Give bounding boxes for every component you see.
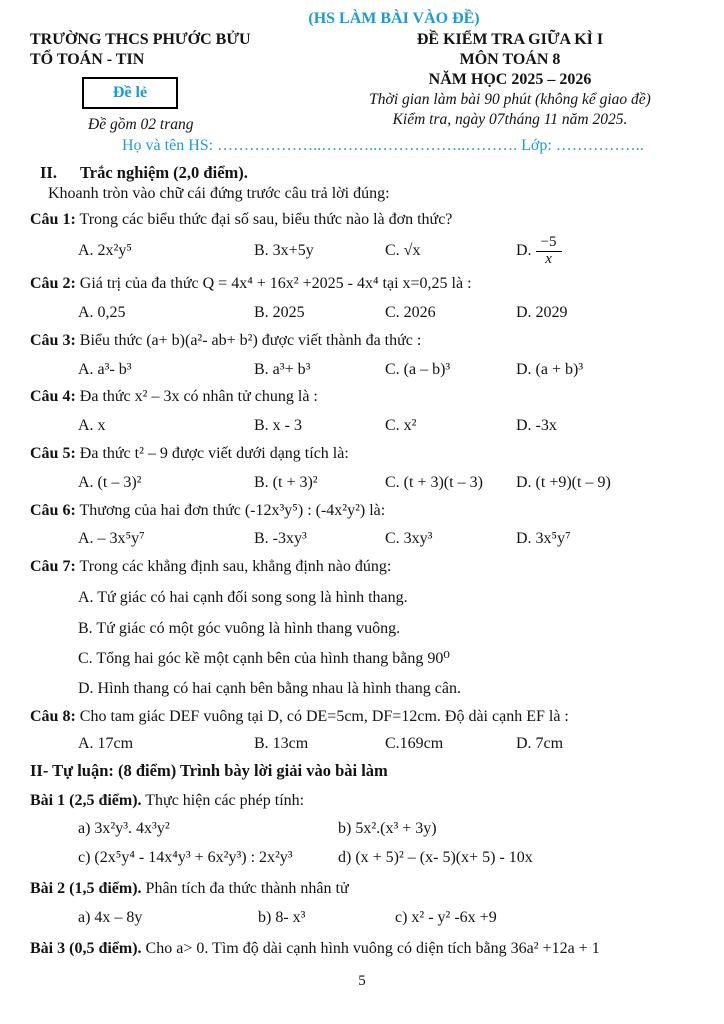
q7-option-b: B. Tứ giác có một góc vuông là hình thang vuông. — [78, 619, 401, 637]
question-6 — [30, 501, 698, 522]
fraction-numerator: −5 — [540, 233, 557, 250]
exam-subject: MÔN TOÁN 8 — [459, 51, 561, 68]
ex2-item-b: b) 8- x³ — [258, 908, 306, 926]
exercise-3-text: Cho a> 0. Tìm độ dài cạnh hình vuông có diện tích bằng 36a² +12a + 1 — [141, 939, 600, 957]
section-essay-heading: II- Tự luận: (8 điểm) Trình bày lời giải vào bài làm — [30, 760, 388, 780]
question-8-text: Cho tam giác DEF vuông tại D, có DE=5cm, DF=12cm. Độ dài cạnh EF là : — [79, 707, 569, 725]
ex1-item-a: a) 3x²y³. 4x³y² — [78, 820, 170, 838]
exam-instruction-note: (HS LÀM BÀI VÀO ĐỀ) — [308, 10, 480, 27]
q8-option-a: A. 17cm — [78, 734, 134, 752]
school-name: TRƯỜNG THCS PHƯỚC BỬU — [30, 31, 251, 48]
ex1-item-b: b) 5x².(x³ + 3y) — [338, 820, 437, 838]
header-left-column — [30, 30, 322, 134]
fraction-denominator: x — [536, 251, 562, 268]
q4-option-b: B. x - 3 — [254, 417, 302, 435]
question-3-label: Câu 3: — [30, 331, 76, 349]
exam-title: ĐỀ KIỂM TRA GIỮA KÌ I — [416, 31, 604, 48]
question-3-options — [78, 360, 698, 381]
question-2-options — [78, 303, 698, 324]
q2-option-b: B. 2025 — [254, 304, 305, 322]
ex2-item-c: c) x² - y² -6x +9 — [395, 908, 497, 926]
exercise-3 — [30, 939, 698, 960]
variant-box — [82, 77, 178, 109]
question-7 — [30, 557, 698, 578]
q1-option-b: B. 3x+5y — [254, 241, 314, 259]
question-7-text: Trong các khẳng định sau, khẳng định nào đúng: — [79, 558, 392, 576]
q5-option-b: B. (t + 3)² — [254, 473, 318, 491]
q5-option-a: A. (t – 3)² — [78, 473, 142, 491]
q8-option-b: B. 13cm — [254, 734, 309, 752]
ex1-item-d: d) (x + 5)² – (x- 5)(x+ 5) - 10x — [338, 849, 533, 867]
exam-school-year: NĂM HỌC 2025 – 2026 — [428, 71, 592, 88]
question-2 — [30, 274, 698, 295]
section-mcq-numeral: II. — [40, 163, 57, 182]
question-4-options — [78, 416, 698, 437]
exam-header — [30, 30, 698, 134]
q8-option-c: C.169cm — [385, 734, 444, 752]
q3-option-a: A. a³- b³ — [78, 360, 132, 378]
mcq-instruction: Khoanh tròn vào chữ cái đứng trước câu trả lời đúng: — [48, 185, 390, 202]
q3-option-c: C. (a – b)³ — [385, 360, 451, 378]
question-8 — [30, 707, 698, 728]
variant-label: Đề lẻ — [112, 84, 148, 101]
q2-option-a: A. 0,25 — [78, 304, 126, 322]
question-4 — [30, 387, 698, 408]
exercise-3-label: Bài 3 (0,5 điểm). — [30, 939, 142, 957]
question-1-label: Câu 1: — [30, 211, 76, 228]
class-dots: …………….. — [555, 137, 644, 154]
exercise-1-label: Bài 1 (2,5 điểm). — [30, 791, 142, 809]
exercise-2-row — [78, 908, 698, 929]
question-8-label: Câu 8: — [30, 707, 76, 725]
q4-option-c: C. x² — [385, 417, 417, 435]
q7-option-d: D. Hình thang có hai cạnh bên bằng nhau là hình thang cân. — [78, 680, 461, 698]
ex2-item-a: a) 4x – 8y — [78, 908, 143, 926]
q1-option-d — [516, 235, 698, 268]
question-5-options — [78, 473, 698, 494]
q6-option-a: A. – 3x⁵y⁷ — [78, 530, 145, 548]
exercise-1-row-1 — [78, 819, 698, 840]
student-name-label: Họ và tên HS: — [122, 137, 214, 154]
exercise-1-row-2 — [78, 848, 698, 869]
question-6-text: Thương của hai đơn thức (-12x³y⁵) : (-4x²y²) là: — [79, 501, 386, 519]
question-4-text: Đa thức x² – 3x có nhân tử chung là : — [79, 388, 318, 406]
pages-note: Đề gồm 02 trang — [88, 116, 194, 133]
q1-option-c: C. √x — [385, 241, 421, 259]
exam-duration: Thời gian làm bài 90 phút (không kể giao đề) — [369, 91, 651, 108]
q7-option-a: A. Tứ giác có hai cạnh đối song song là hình thang. — [78, 589, 408, 607]
q7-option-c: C. Tổng hai góc kề một cạnh bên của hình thang bằng 90⁰ — [78, 650, 450, 667]
question-1-options — [78, 235, 698, 268]
q6-option-b: B. -3xy³ — [254, 530, 307, 548]
student-info-line — [122, 137, 698, 155]
q4-option-d: D. -3x — [516, 417, 557, 435]
question-1 — [30, 210, 698, 231]
exercise-1 — [30, 791, 698, 812]
exercise-2-label: Bài 2 (1,5 điểm). — [30, 879, 142, 897]
q5-option-c: C. (t + 3)(t – 3) — [385, 473, 483, 491]
exam-date: Kiểm tra, ngày 07tháng 11 năm 2025. — [392, 111, 628, 129]
question-2-text: Giá trị của đa thức Q = 4x⁴ + 16x² +2025 - 4x⁴ tại x=0,25 là : — [79, 275, 472, 293]
header-right-column — [322, 30, 698, 134]
exercise-2 — [30, 879, 698, 900]
class-label: Lớp: — [521, 137, 552, 154]
department-name: TỔ TOÁN - TIN — [30, 51, 145, 68]
question-1-text: Trong các biểu thức đại số sau, biểu thức nào là đơn thức? — [79, 211, 453, 228]
question-5-text: Đa thức t² – 9 được viết dưới dạng tích là: — [79, 445, 349, 463]
question-7-options — [78, 588, 698, 700]
q2-option-c: C. 2026 — [385, 304, 436, 322]
question-5-label: Câu 5: — [30, 445, 76, 463]
exercise-1-text: Thực hiện các phép tính: — [141, 791, 305, 809]
question-2-label: Câu 2: — [30, 275, 76, 293]
question-6-options — [78, 529, 698, 550]
section-mcq-heading — [40, 163, 698, 183]
question-6-label: Câu 6: — [30, 501, 76, 519]
question-3 — [30, 331, 698, 352]
ex1-item-c: c) (2x⁵y⁴ - 14x⁴y³ + 6x²y³) : 2x²y³ — [78, 849, 293, 867]
question-5 — [30, 444, 698, 465]
question-4-label: Câu 4: — [30, 388, 76, 406]
student-name-dots: ………………..………..……………..………. — [217, 137, 518, 154]
question-3-text: Biểu thức (a+ b)(a²- ab+ b²) được viết thành đa thức : — [79, 331, 422, 349]
section-mcq-title: Trắc nghiệm (2,0 điểm). — [80, 163, 248, 182]
q5-option-d: D. (t +9)(t – 9) — [516, 473, 611, 491]
q1-option-d-key: D. — [516, 241, 532, 259]
q1-option-a: A. 2x²y⁵ — [78, 241, 132, 259]
q2-option-d: D. 2029 — [516, 304, 568, 322]
question-7-label: Câu 7: — [30, 558, 76, 576]
q1-option-d-fraction — [536, 235, 562, 268]
exercise-2-text: Phân tích đa thức thành nhân tử — [141, 879, 349, 897]
q6-option-c: C. 3xy³ — [385, 530, 433, 548]
q4-option-a: A. x — [78, 417, 106, 435]
question-8-options — [78, 734, 698, 755]
q3-option-d: D. (a + b)³ — [516, 360, 584, 378]
q6-option-d: D. 3x⁵y⁷ — [516, 530, 571, 548]
page-number: 5 — [358, 973, 366, 989]
q3-option-b: B. a³+ b³ — [254, 360, 311, 378]
q8-option-d: D. 7cm — [516, 734, 564, 752]
